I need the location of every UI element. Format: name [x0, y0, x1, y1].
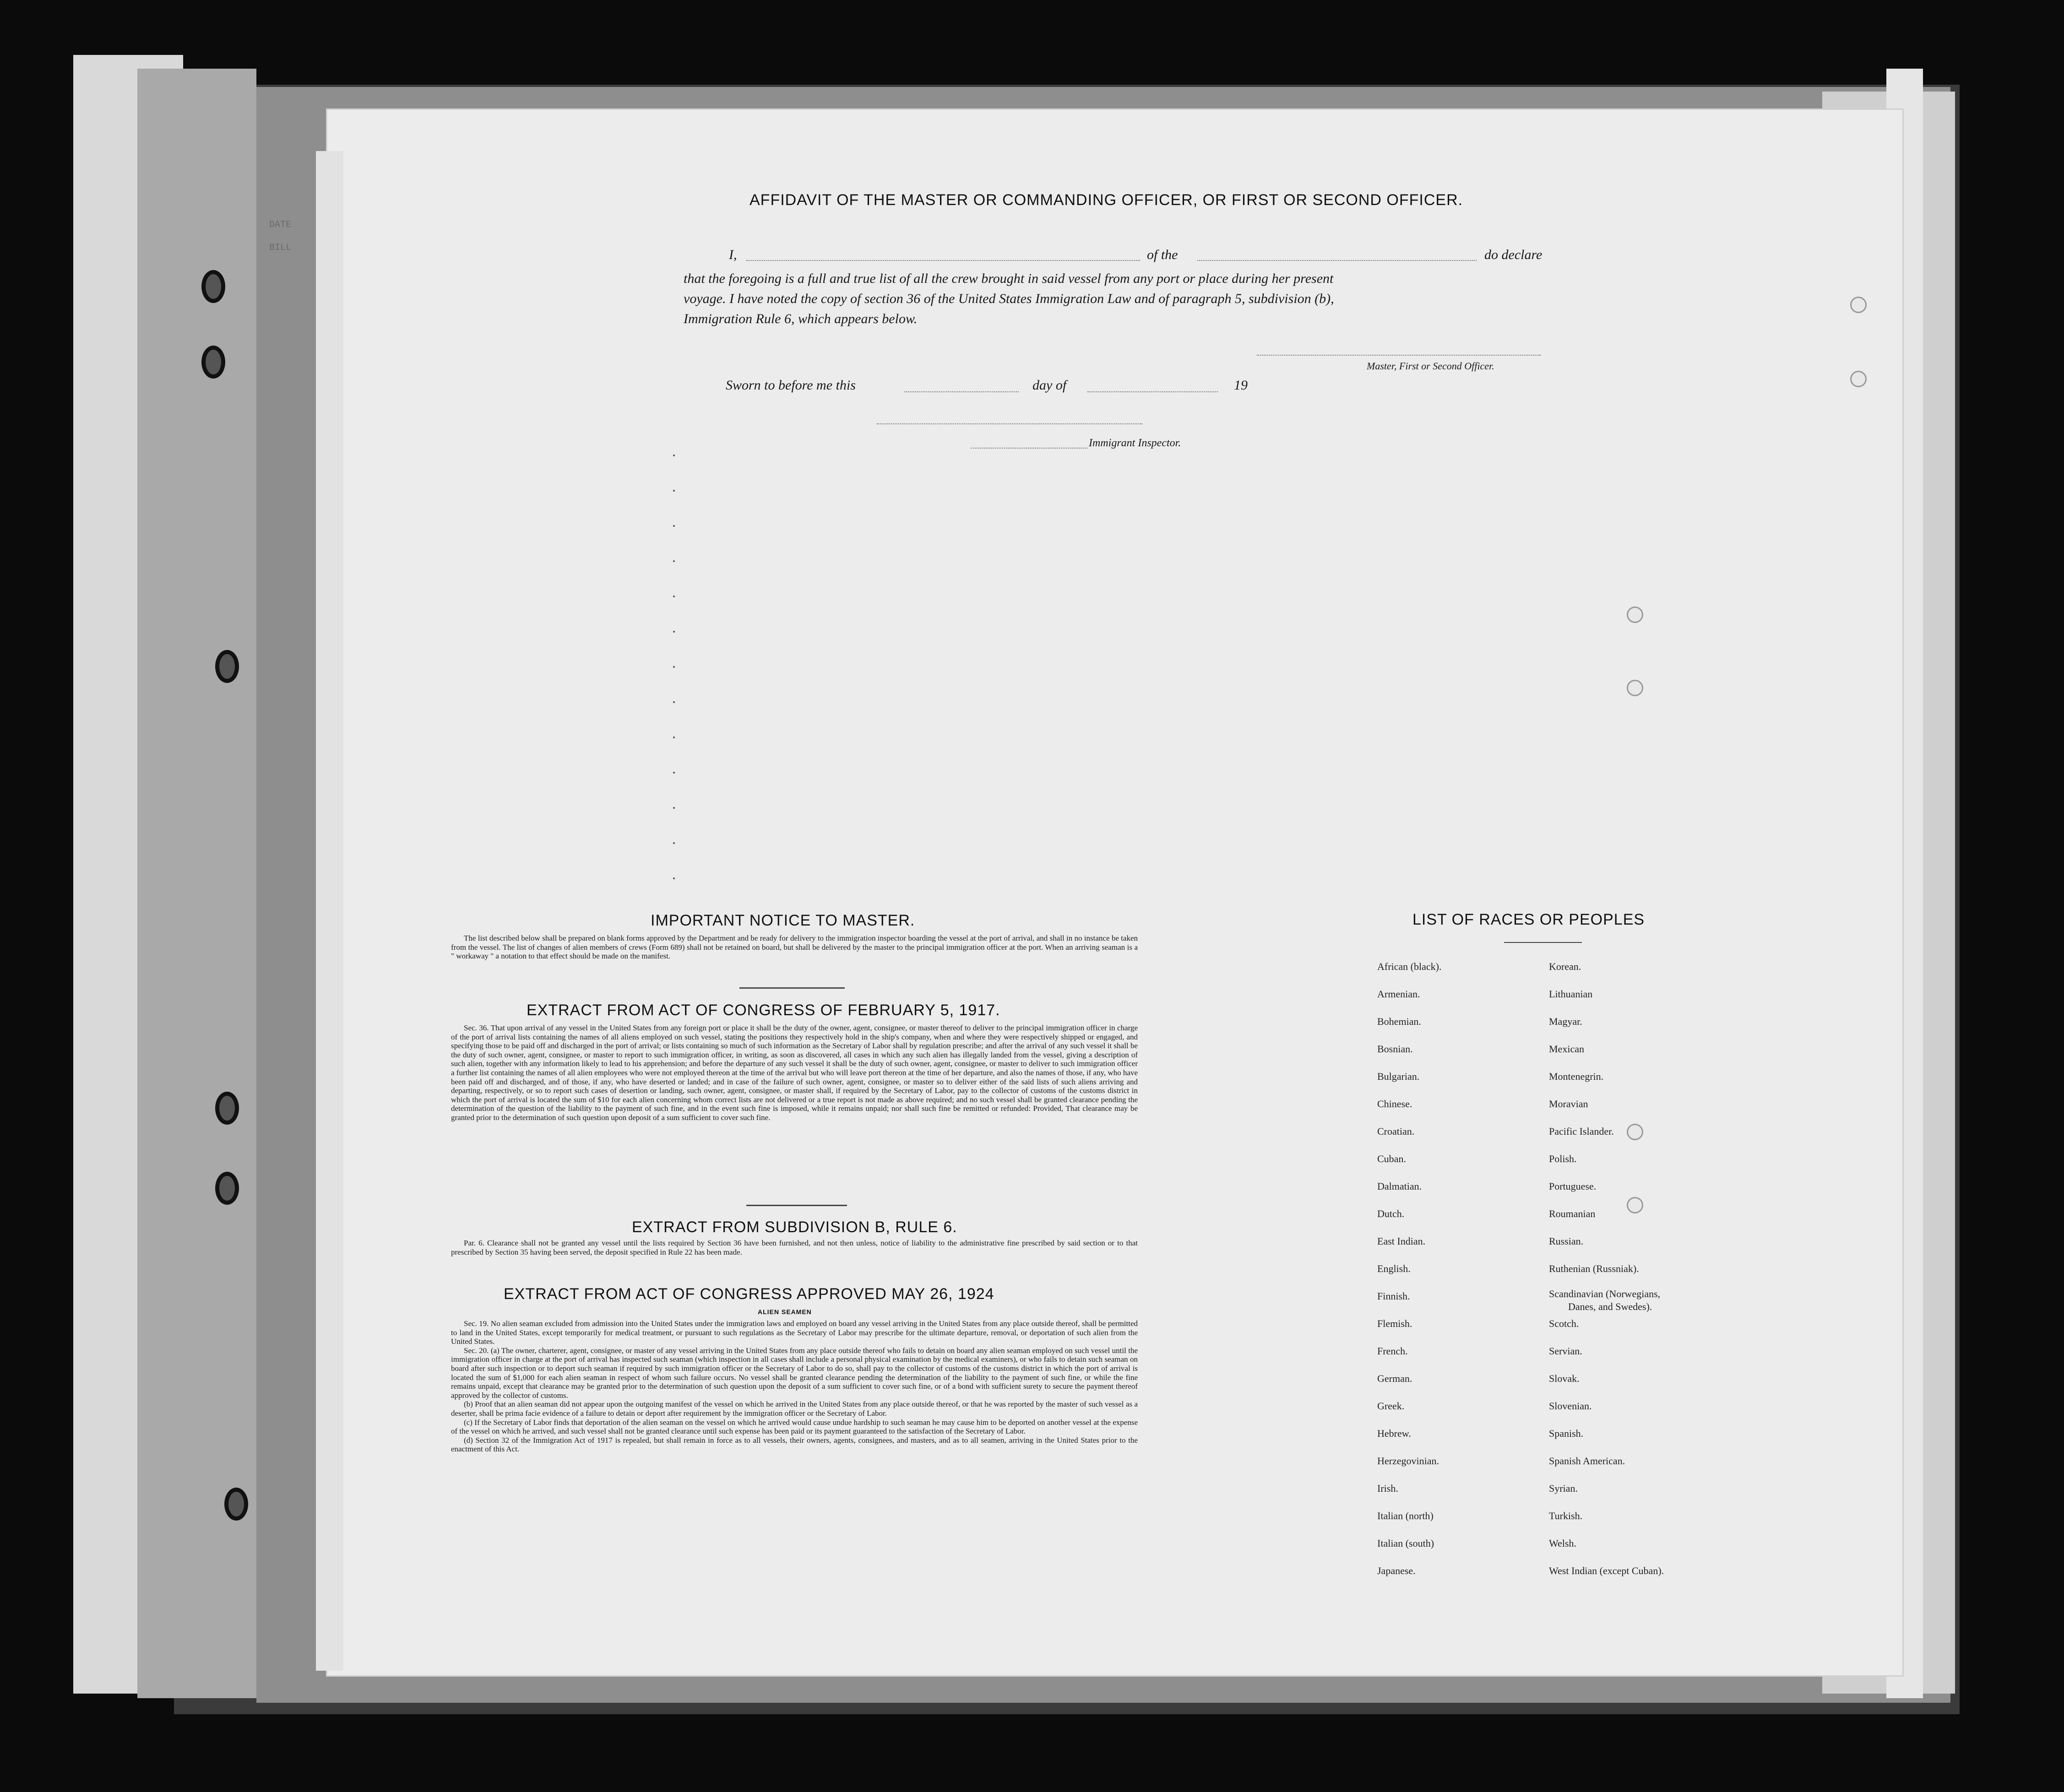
race-left-item: Cuban. [1377, 1153, 1406, 1164]
punch-hole-icon [1850, 371, 1867, 387]
notice-text [451, 934, 1138, 961]
race-right-item: Polish. [1549, 1153, 1577, 1164]
race-right-item: Slovenian. [1549, 1400, 1592, 1412]
master-signature-line[interactable] [1257, 355, 1541, 356]
bleed-mark [673, 490, 675, 492]
sworn-label: Sworn to before me this [726, 378, 856, 393]
punch-hole-icon [1850, 297, 1867, 313]
race-left-item: Croatian. [1377, 1126, 1415, 1137]
punch-hole-icon [1627, 680, 1643, 696]
race-right-item: Mexican [1549, 1043, 1584, 1055]
binder-hole-icon [215, 1092, 239, 1125]
day-of-label: day of [1032, 378, 1067, 393]
extract-rule6-paragraph: Par. 6. Clearance shall not be granted any vessel until the lists required by Section 36 have been furnished, and not then unless, notice of liability to the administrative fine prescribed by said section or to that prescribed by Section 35 having been served, the deposit specified in Rule 22 has been made. [451, 1239, 1138, 1256]
binder-hole-icon [201, 270, 225, 303]
section-divider [739, 987, 845, 989]
race-right-item: Roumanian [1549, 1208, 1596, 1219]
race-left-item: Bulgarian. [1377, 1071, 1420, 1082]
race-left-item: African (black). [1377, 961, 1442, 972]
race-left-item: Dutch. [1377, 1208, 1405, 1219]
race-left-item: Flemish. [1377, 1318, 1412, 1329]
extract-rule6-text [451, 1239, 1138, 1256]
races-title: LIST OF RACES OR PEOPLES [1412, 911, 1645, 928]
race-left-item: Irish. [1377, 1483, 1398, 1494]
sworn-month-line[interactable] [1087, 391, 1218, 392]
extract-1924-subtitle: ALIEN SEAMEN [758, 1308, 812, 1316]
under-page-edge [137, 69, 256, 1698]
background-stamp-bill: BILL [269, 243, 292, 253]
race-right-item: Syrian. [1549, 1483, 1578, 1494]
affidavit-of-the: of the [1147, 247, 1178, 262]
race-left-item: Finnish. [1377, 1290, 1410, 1302]
binder-hole-icon [215, 650, 239, 683]
affidavit-do-declare: do declare [1484, 247, 1543, 262]
bleed-mark [673, 807, 675, 809]
extract-1917-text [451, 1023, 1138, 1122]
race-left-item: Hebrew. [1377, 1428, 1411, 1439]
punch-hole-icon [1627, 1197, 1643, 1213]
extract-1924-title: EXTRACT FROM ACT OF CONGRESS APPROVED MAY 26, 1924 [504, 1285, 994, 1303]
extract-1917-title: EXTRACT FROM ACT OF CONGRESS OF FEBRUARY 5, 1917. [527, 1002, 1000, 1019]
extract-1924-sec20b: (b) Proof that an alien seaman did not appear upon the outgoing manifest of the vessel on which he arrived in the United States from any place outside thereof, or that he was reported by the master of such vessel as a deserter, shall be prima facie evidence of a failure to detain or deport after requirement by the immigration officer or the Secretary of Labor. [451, 1400, 1138, 1418]
extract-1924-sec20d: (d) Section 32 of the Immigration Act of 1917 is repealed, but shall remain in force as to all vessels, their owners, agents, consignees, and masters, and as to all seamen, arriving in the United States prior to the enactment of this Act. [451, 1435, 1138, 1454]
extract-rule6-title: EXTRACT FROM SUBDIVISION B, RULE 6. [632, 1218, 957, 1236]
bleed-mark [673, 525, 675, 527]
race-right-item: Lithuanian [1549, 988, 1593, 1000]
background-stamp-date: DATE [269, 220, 292, 230]
race-left-item: Dalmatian. [1377, 1180, 1422, 1192]
bleed-mark [673, 596, 675, 597]
section-divider [746, 1205, 847, 1206]
race-right-item: Scotch. [1549, 1318, 1579, 1329]
race-right-item: Magyar. [1549, 1016, 1582, 1027]
bleed-mark [673, 455, 675, 456]
race-right-item: Portuguese. [1549, 1180, 1597, 1192]
vessel-blank-line[interactable] [1197, 260, 1477, 261]
notice-title: IMPORTANT NOTICE TO MASTER. [651, 912, 915, 929]
race-left-item: Bosnian. [1377, 1043, 1413, 1055]
race-left-item: Japanese. [1377, 1565, 1416, 1576]
extract-1924-sec20a: Sec. 20. (a) The owner, charterer, agent, consignee, or master of any vessel arriving in the United States from any place outside thereof who fails to detain on board any alien seaman employed on such vessel until the immigration officer in charge at the port of arrival has inspected such seaman (which inspection in all cases shall include a personal physical examination by the medical examiners), or who fails to detain such seaman on board after such inspection or to deport such seaman if required by such immigration officer or the Secretary of Labor to do so, shall pay to the collector of customs of the customs district in which the port of arrival is located the sum of $1,000 for each alien seaman in respect of whom such failure occurs. No vessel shall be granted clearance pending the determination of the liability to the payment of such fine, or while the fine remains unpaid, except that clearance may be granted prior to the determination of such question upon the deposit of a sum sufficient to cover such fine, or of a bond with sufficient surety to secure the payment thereof approved by the collector of customs. [451, 1346, 1138, 1400]
sworn-day-line[interactable] [904, 391, 1019, 392]
race-left-item: Armenian. [1377, 988, 1420, 1000]
race-left-item: English. [1377, 1263, 1411, 1274]
affidavit-body-line-1: that the foregoing is a full and true list of all the crew brought in said vessel from any port or place during her present [684, 271, 1334, 286]
race-left-item: Chinese. [1377, 1098, 1412, 1110]
affidavit-body-line-2: voyage. I have noted the copy of section 36 of the United States Immigration Law and of paragraph 5, subdivision (b), [684, 291, 1334, 306]
notice-paragraph: The list described below shall be prepared on blank forms approved by the Department and be ready for delivery to the immigration inspector boarding the vessel at the port of arrival, and shall in no instance be taken from the vessel. The list of changes of alien members of crews (Form 689) shall not be retained on board, but shall be delivered by the master to the principal immigration officer at the port. When an arriving seaman is a " workaway " a notation to that effect should be made on the manifest. [451, 934, 1138, 961]
races-title-rule [1504, 942, 1582, 943]
extract-1924-sec19: Sec. 19. No alien seaman excluded from admission into the United States under the immigration laws and employed on board any vessel arriving in the United States from any place outside thereof, shall be permitted to land in the United States, except temporarily for medical treatment, or pursuant to such regulations as the Secretary of Labor may prescribe for the ultimate departure, removal, or deportation of such alien from the United States. [451, 1319, 1138, 1346]
binder-hole-icon [224, 1488, 248, 1521]
binder-hole-icon [201, 346, 225, 379]
sheet-fold [316, 151, 343, 1671]
race-right-item: Ruthenian (Russniak). [1549, 1263, 1639, 1274]
bleed-mark [673, 631, 675, 633]
inspector-line-2[interactable] [971, 448, 1087, 449]
race-right-item: Moravian [1549, 1098, 1588, 1110]
bleed-mark [673, 842, 675, 844]
affidavit-title: AFFIDAVIT OF THE MASTER OR COMMANDING OFFICER, OR FIRST OR SECOND OFFICER. [750, 191, 1463, 209]
name-blank-line[interactable] [746, 260, 1140, 261]
race-left-item: French. [1377, 1345, 1408, 1357]
race-right-item: Spanish American. [1549, 1455, 1625, 1467]
affidavit-i-label: I, [729, 247, 737, 262]
bleed-mark [673, 560, 675, 562]
extract-1917-paragraph: Sec. 36. That upon arrival of any vessel in the United States from any foreign port or place it shall be the duty of the owner, agent, consignee, or master thereof to deliver to the principal immigration officer in charge of the port of arrival lists containing the names of all aliens employed on such vessel, stating the positions they respectively hold in the ship's company, when and where they were respectively shipped or engaged, and specifying those to be paid off and discharged in the port of arrival; or lists containing so much of such information as the Secretary of Labor shall by regulation prescribe; and after the arrival of any such vessel it shall be the duty of such owner, agent, consignee, or master to report to such immigration officer, in writing, as soon as discovered, all cases in which any such alien has illegally landed from the vessel, giving a description of such alien, together with any information likely to lead to his apprehension; and before the departure of any such vessel it shall be the duty of such owner, agent, consignee, or master to deliver to such immigration officer a further list containing the names of all alien employees who were not employed thereon at the time of the arrival but who will leave port thereon at the time of her departure, and also the names of those, if any, who have been paid off and discharged, and of those, if any, who have deserted or landed; and in case of the failure of such owner, agent, consignee, or master so to deliver either of the said lists of such aliens arriving and departing, respectively, or so to report such cases of desertion or landing, such owner, agent, consignee, or master shall, if required by the Secretary of Labor, pay to the collector of customs of the customs district in which the port of arrival is located the sum of $10 for each alien concerning whom correct lists are not delivered or a true report is not made as above required; and no such vessel shall be granted clearance pending the determination of the question of the liability to the payment of such fine, and in the event such fine is imposed, while it remains unpaid; nor shall such fine be remitted or refunded: Provided, That clearance may be granted prior to the determination of such question upon deposit of a sum sufficient to cover such fine. [451, 1023, 1138, 1122]
race-left-item: Italian (south) [1377, 1538, 1434, 1549]
bleed-mark [673, 736, 675, 738]
race-right-item: Turkish. [1549, 1510, 1583, 1521]
inspector-label: Immigrant Inspector. [1089, 437, 1181, 449]
bleed-mark [673, 701, 675, 703]
race-right-item: Korean. [1549, 961, 1581, 972]
punch-hole-icon [1627, 1124, 1643, 1140]
bleed-mark [673, 666, 675, 668]
extract-1924-sec20c: (c) If the Secretary of Labor finds that deportation of the alien seaman on the vessel on which he arrived would cause undue hardship to such seaman he may cause him to be deported on another vessel at the expense of the vessel on which he arrived, and such vessel shall not be granted clearance until such expense has been paid or its payment guaranteed to the satisfaction of the Secretary of Labor. [451, 1418, 1138, 1436]
race-right-item: Pacific Islander. [1549, 1126, 1614, 1137]
race-left-item: East Indian. [1377, 1235, 1426, 1247]
master-signature-label: Master, First or Second Officer. [1367, 360, 1494, 372]
race-right-item: Slovak. [1549, 1373, 1580, 1384]
year-prefix: 19 [1234, 378, 1248, 393]
race-right-item: West Indian (except Cuban). [1549, 1565, 1664, 1576]
race-right-item: Welsh. [1549, 1538, 1576, 1549]
race-left-item: Italian (north) [1377, 1510, 1434, 1521]
inspector-line-1[interactable] [877, 423, 1142, 424]
affidavit-body-line-3: Immigration Rule 6, which appears below. [684, 311, 918, 326]
race-right-item: Scandinavian (Norwegians, [1549, 1288, 1661, 1299]
extract-1924-text [451, 1319, 1138, 1454]
race-left-item: Bohemian. [1377, 1016, 1421, 1027]
race-right-item: Servian. [1549, 1345, 1582, 1357]
race-right-item: Montenegrin. [1549, 1071, 1604, 1082]
race-right-item: Spanish. [1549, 1428, 1584, 1439]
punch-hole-icon [1627, 606, 1643, 623]
race-left-item: German. [1377, 1373, 1412, 1384]
race-left-item: Herzegovinian. [1377, 1455, 1439, 1467]
bleed-mark [673, 772, 675, 774]
binder-hole-icon [215, 1172, 239, 1205]
race-right-item: Russian. [1549, 1235, 1584, 1247]
race-left-item: Greek. [1377, 1400, 1405, 1412]
race-right-item-continuation: Danes, and Swedes). [1568, 1301, 1652, 1312]
bleed-mark [673, 877, 675, 879]
